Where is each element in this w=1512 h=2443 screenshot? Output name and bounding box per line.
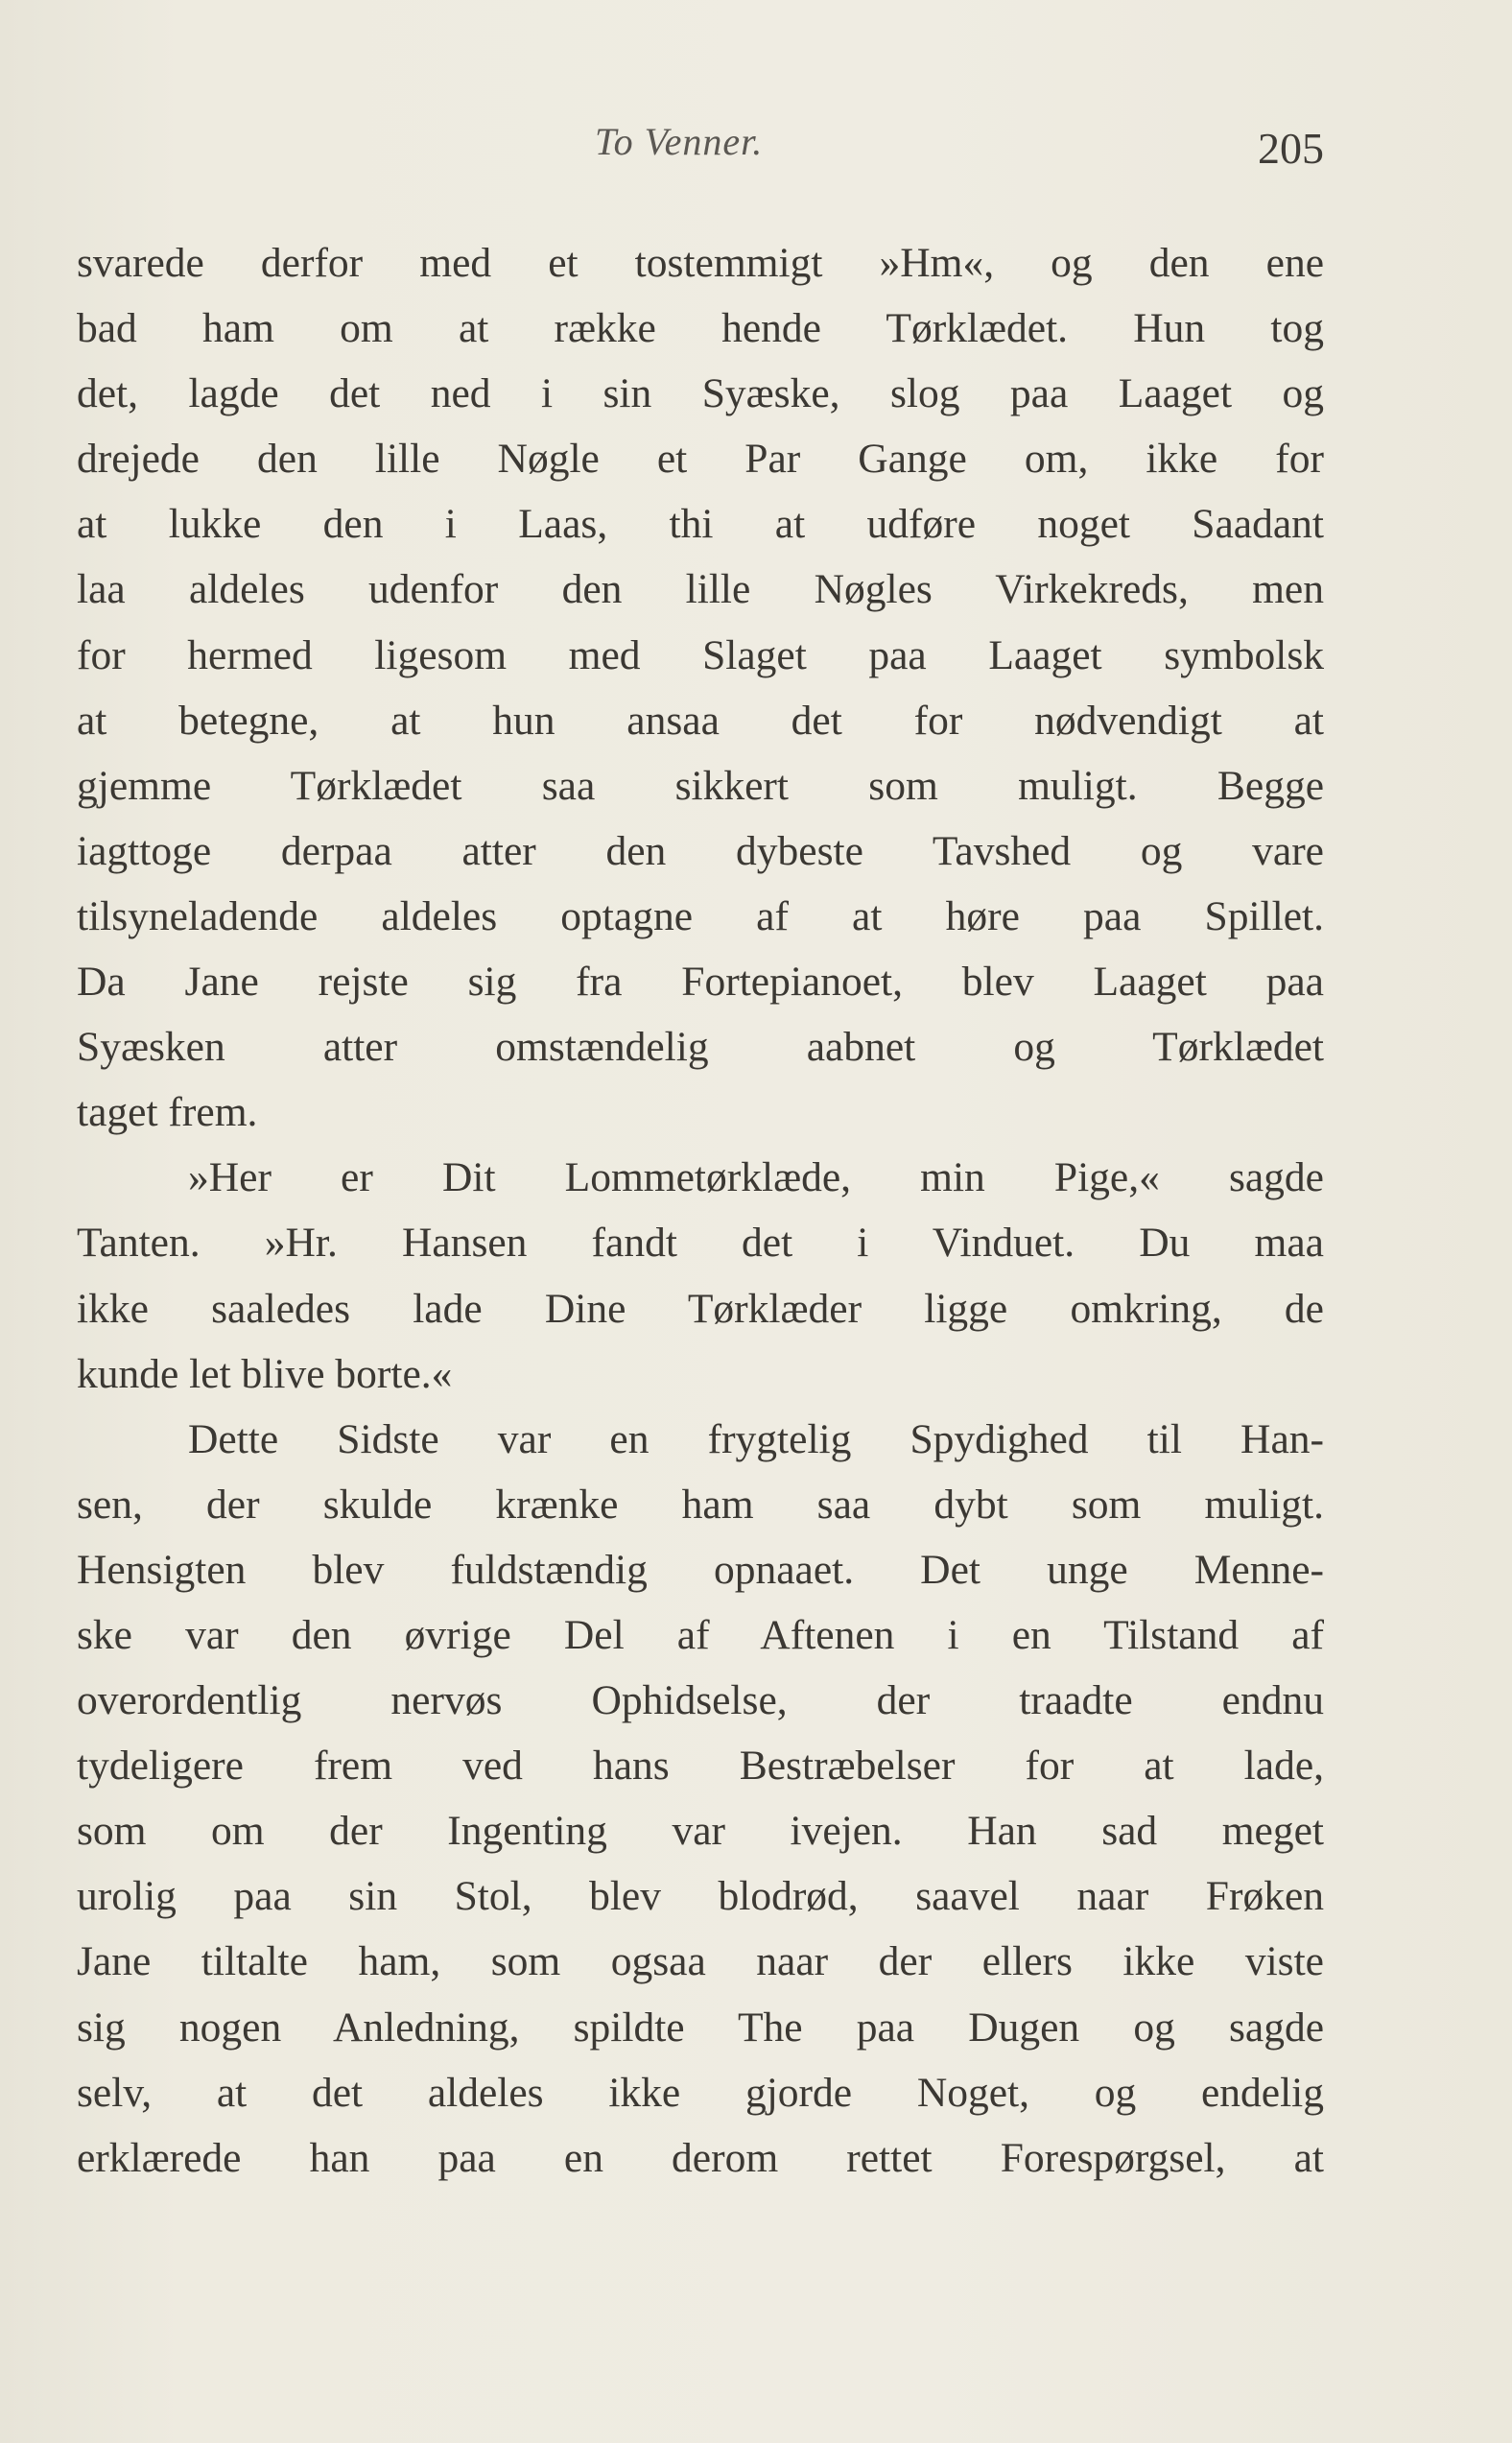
text-line: gjemme Tørklædet saa sikkert som muligt. Begge [77, 762, 1324, 809]
text-line: at betegne, at hun ansaa det for nødvendigt at [77, 697, 1324, 744]
page-header [77, 113, 1324, 180]
text-line: tydeligere frem ved hans Bestræbelser for at lade, [77, 1743, 1324, 1790]
text-line: svarede derfor med et tostemmigt »Hm«, og den ene [77, 240, 1324, 286]
text-line: tilsyneladende aldeles optagne af at høre paa Spillet. [77, 892, 1324, 939]
text-line: Dette Sidste var en frygtelig Spydighed til Han- [188, 1415, 1324, 1462]
text-line: »Her er Dit Lommetørklæde, min Pige,« sagde [188, 1154, 1324, 1201]
text-line: Hensigten blev fuldstændig opnaaet. Det unge Menne- [77, 1546, 1324, 1593]
text-line: sig nogen Anledning, spildte The paa Dugen og sagde [77, 2004, 1324, 2051]
page-number: 205 [1258, 124, 1324, 173]
running-title: To Venner. [595, 120, 764, 163]
text-line: Tanten. »Hr. Hansen fandt det i Vinduet. Du maa [77, 1220, 1324, 1267]
text-line: ikke saaledes lade Dine Tørklæder ligge omkring, de [77, 1285, 1324, 1332]
text-line: sen, der skulde krænke ham saa dybt som muligt. [77, 1481, 1324, 1528]
text-line: det, lagde det ned i sin Syæske, slog paa Laaget og [77, 370, 1324, 417]
body-text [77, 230, 1324, 2191]
text-line: laa aldeles udenfor den lille Nøgles Virkekreds, men [77, 566, 1324, 613]
text-line: Da Jane rejste sig fra Fortepianoet, blev Laaget paa [77, 959, 1324, 1006]
text-line: bad ham om at række hende Tørklædet. Hun tog [77, 305, 1324, 352]
text-line: iagttoge derpaa atter den dybeste Tavshed og vare [77, 827, 1324, 874]
text-line: som om der Ingenting var ivejen. Han sad meget [77, 1808, 1324, 1855]
text-line: selv, at det aldeles ikke gjorde Noget, og endelig [77, 2069, 1324, 2116]
text-line: for hermed ligesom med Slaget paa Laaget symbolsk [77, 631, 1324, 678]
text-line: erklærede han paa en derom rettet Forespørgsel, at [77, 2134, 1324, 2181]
text-line: Jane tiltalte ham, som ogsaa naar der ellers ikke viste [77, 1938, 1324, 1985]
text-line: drejede den lille Nøgle et Par Gange om, ikke for [77, 436, 1324, 483]
text-line: taget frem. [77, 1089, 258, 1136]
text-line: at lukke den i Laas, thi at udføre noget Saadant [77, 501, 1324, 548]
text-line: ske var den øvrige Del af Aftenen i en Tilstand af [77, 1611, 1324, 1658]
text-line: overordentlig nervøs Ophidselse, der traadte endnu [77, 1677, 1324, 1724]
text-line: Syæsken atter omstændelig aabnet og Tørklædet [77, 1024, 1324, 1071]
text-line: kunde let blive borte.« [77, 1350, 453, 1397]
text-line: urolig paa sin Stol, blev blodrød, saavel naar Frøken [77, 1873, 1324, 1920]
